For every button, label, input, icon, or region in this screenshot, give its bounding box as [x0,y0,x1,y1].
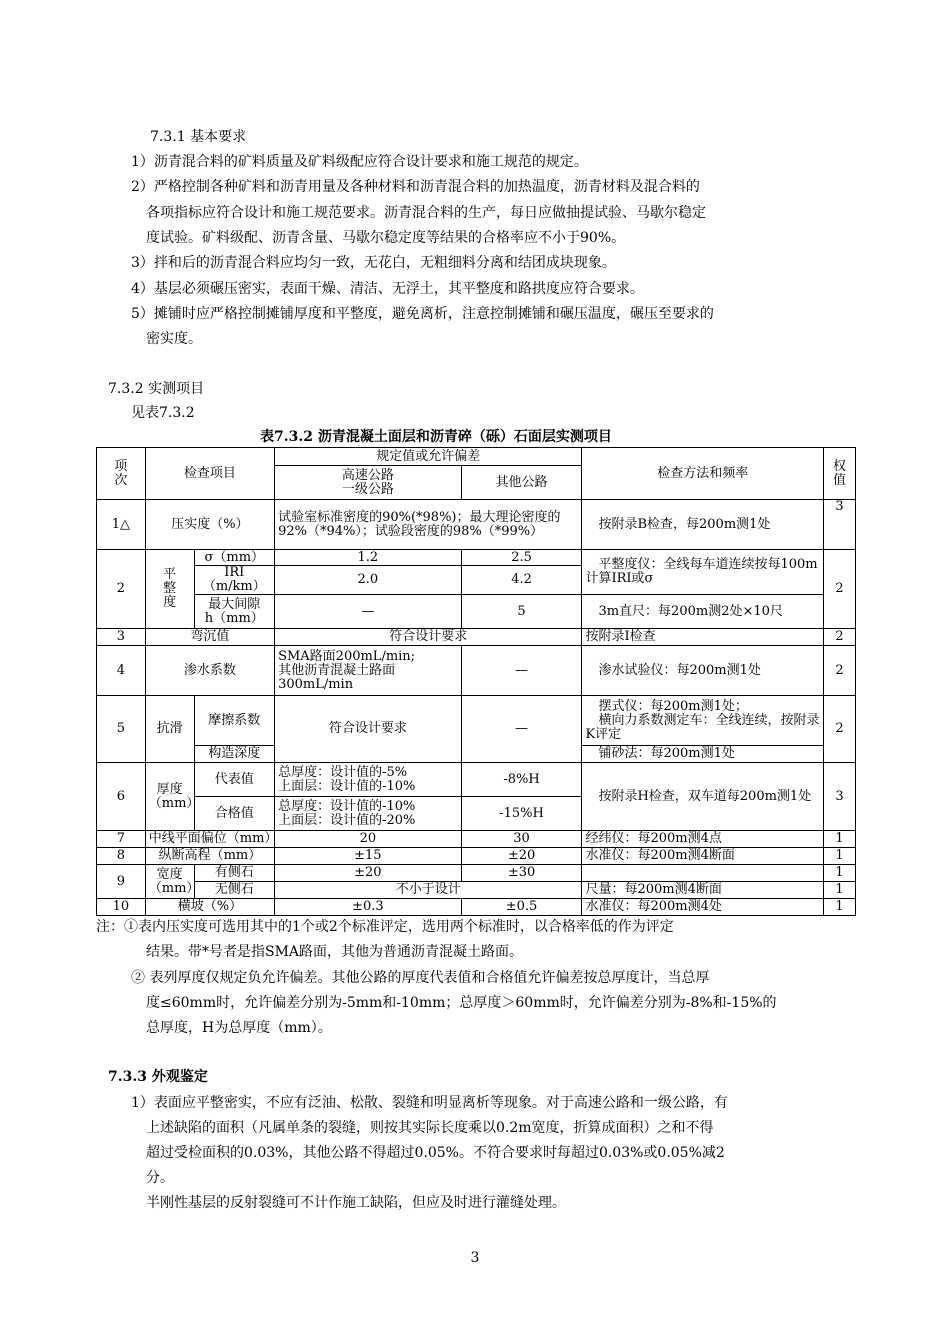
row-other: ±30 [461,865,582,882]
row-weight: 2 [824,696,856,763]
row-other: — [461,696,582,763]
basic-req-line: 4）基层必须碾压密实，表面干燥、清洁、无浮土，其平整度和路拱度应符合要求。 [131,281,644,297]
appearance-line: 超过受检面积的0.03%，其他公路不得超过0.05%。不符合要求时每超过0.03%或0.05%减2 [146,1145,725,1161]
row-spec: 试验室标准密度的90%(*98%)；最大理论密度的92%（*94%）；试验段密度的98%（*99%） [275,500,582,550]
row-method: 经纬仪：每200m测4点 [582,831,824,848]
row-other: ±0.5 [461,899,582,916]
row-group: 厚度 （mm） [145,763,194,831]
row-subitem: 代表值 [194,763,275,797]
row-item: 横坡（%） [145,899,274,916]
section-7-3-3-title: 7.3.3 外观鉴定 [108,1069,208,1085]
row-subitem: 无侧石 [194,882,275,899]
row-no: 6 [97,763,146,831]
row-subitem: IRI（m/km） [194,566,275,595]
row-other: — [461,646,582,696]
header-other-road: 其他公路 [461,466,582,500]
row-subitem: σ（mm） [194,550,275,566]
appearance-line: 半刚性基层的反射裂缝可不计作施工缺陷，但应及时进行灌缝处理。 [146,1195,566,1211]
table-row [97,831,856,848]
row-subitem: 最大间隙 h（mm） [194,595,275,629]
row-item: 渗水系数 [145,646,274,696]
row-weight: 1 [824,865,856,882]
row-no: 1△ [97,500,146,550]
row-method: 水准仪：每200m测4断面 [582,848,824,865]
row-other: -15%H [461,797,582,831]
table-caption: 表7.3.2 沥青混凝土面层和沥青碎（砾）石面层实测项目 [260,429,612,445]
header-weight: 权 值 [824,448,856,500]
row-no: 5 [97,696,146,763]
row-group: 平 整 度 [145,550,194,629]
row-method: 3m直尺：每200m测2处×10尺 [582,595,824,629]
row-other: -8%H [461,763,582,797]
row-item: 压实度（%） [145,500,274,550]
table-row [97,763,856,797]
row-weight: 3 [824,500,856,550]
header-no: 项 次 [97,448,146,500]
row-method: 铺砂法：每200m测1处 [582,746,824,763]
row-no: 10 [97,899,146,916]
row-weight: 1 [824,899,856,916]
table-reference: 见表7.3.2 [131,405,195,421]
row-high: 2.0 [275,566,462,595]
basic-req-line: 密实度。 [146,331,202,347]
table-row [97,550,856,566]
table-row [97,865,856,882]
row-method: 尺量：每200m测4断面 [582,882,824,899]
page-number: 3 [470,1250,480,1266]
row-weight: 2 [824,629,856,646]
row-item: 弯沉值 [145,629,274,646]
row-group: 抗滑 [145,696,194,763]
row-other: 2.5 [461,550,582,566]
appearance-line: 1）表面应平整密实，不应有泛油、松散、裂缝和明显离析等现象。对于高速公路和一级公路，有 [131,1095,728,1111]
table-row [97,848,856,865]
table-row [97,500,856,550]
table-row [97,629,856,646]
table-row [97,882,856,899]
basic-req-line: 5）摊铺时应严格控制摊铺厚度和平整度，避免离析，注意控制摊铺和碾压温度，碾压至要求的 [131,306,714,322]
table-header-row [97,448,856,466]
row-no: 7 [97,831,146,848]
row-subitem: 构造深度 [194,746,275,763]
row-weight: 2 [824,550,856,629]
row-no: 9 [97,865,146,899]
header-method: 检查方法和频率 [582,448,824,500]
row-weight: 1 [824,882,856,899]
row-weight: 1 [824,831,856,848]
row-item: 纵断高程（mm） [145,848,274,865]
row-weight: 1 [824,848,856,865]
table-row [97,646,856,696]
row-spec: 不小于设计 [275,882,582,899]
table-note-line: ② 表列厚度仅规定负允许偏差。其他公路的厚度代表值和合格值允许偏差按总厚度计，当总厚 [131,970,710,986]
row-subitem: 摩擦系数 [194,696,275,746]
basic-req-line: 3）拌和后的沥青混合料应均匀一致，无花白，无粗细料分离和结团成块现象。 [131,255,616,271]
row-high: ±15 [275,848,462,865]
header-spec: 规定值或允许偏差 [275,448,582,466]
table-note-line: 结果。带*号者是指SMA路面，其他为普通沥青混凝土路面。 [146,944,524,960]
section-7-3-2-title: 7.3.2 实测项目 [108,381,205,397]
basic-req-line: 2）严格控制各种矿料和沥青用量及各种材料和沥青混合料的加热温度，沥青材料及混合料的 [131,179,700,195]
row-spec: 符合设计要求 [275,696,462,763]
table-note-line: 总厚度，H为总厚度（mm）。 [146,1020,332,1036]
row-weight: 2 [824,646,856,696]
row-high: 20 [275,831,462,848]
row-method: 摆式仪：每200m测1处； 横向力系数测定车：全线连续，按附录K评定 [582,696,824,746]
appearance-line: 分。 [146,1170,174,1186]
table-row [97,696,856,746]
row-no: 4 [97,646,146,696]
row-item: 中线平面偏位（mm） [145,831,274,848]
table-row [97,899,856,916]
row-high: 总厚度：设计值的-5% 上面层：设计值的-10% [275,763,462,797]
row-method: 平整度仪：全线每车道连续按每100m计算IRI或σ [582,550,824,595]
header-item: 检查项目 [145,448,274,500]
basic-req-line: 度试验。矿料级配、沥青含量、马歇尔稳定度等结果的合格率应不小于90%。 [146,230,626,246]
row-no: 8 [97,848,146,865]
row-other: 30 [461,831,582,848]
row-method: 按附录B检查，每200m测1处 [582,500,824,550]
appearance-line: 上述缺陷的面积（凡属单条的裂缝，则按其实际长度乘以0.2m宽度，折算成面积）之和不得 [146,1120,714,1136]
row-subitem: 有侧石 [194,865,275,882]
basic-req-line: 1）沥青混合料的矿料质量及矿料级配应符合设计要求和施工规范的规定。 [131,154,588,170]
row-method: 按附录H检查，双车道每200m测1处 [582,763,824,831]
row-no: 3 [97,629,146,646]
row-weight: 3 [824,763,856,831]
row-high: ±0.3 [275,899,462,916]
inspection-table [96,447,856,916]
row-group: 宽度 （mm） [145,865,194,899]
row-high: — [275,595,462,629]
table-note-line: 注：①表内压实度可选用其中的1个或2个标准评定，选用两个标准时，以合格率低的作为评定 [96,919,674,935]
row-other: 5 [461,595,582,629]
basic-req-line: 各项指标应符合设计和施工规范要求。沥青混合料的生产，每日应做抽提试验、马歇尔稳定 [146,205,706,221]
row-spec: 符合设计要求 [275,629,582,646]
row-method: 水准仪：每200m测4处 [582,899,824,916]
row-high: 1.2 [275,550,462,566]
row-other: 4.2 [461,566,582,595]
row-method [582,865,824,882]
row-method: 渗水试验仪：每200m测1处 [582,646,824,696]
header-highway: 高速公路 一级公路 [275,466,462,500]
row-method: 按附录I检查 [582,629,824,646]
row-no: 2 [97,550,146,629]
row-other: ±20 [461,848,582,865]
table-note-line: 度≤60mm时，允许偏差分别为-5mm和-10mm；总厚度＞60mm时，允许偏差分别为-8%和-15%的 [146,995,777,1011]
row-high: 总厚度：设计值的-10% 上面层：设计值的-20% [275,797,462,831]
row-high: SMA路面200mL/min; 其他沥青混凝土路面300mL/min [275,646,462,696]
row-subitem: 合格值 [194,797,275,831]
table-row [97,595,856,629]
section-7-3-1-title: 7.3.1 基本要求 [150,129,247,145]
row-high: ±20 [275,865,462,882]
